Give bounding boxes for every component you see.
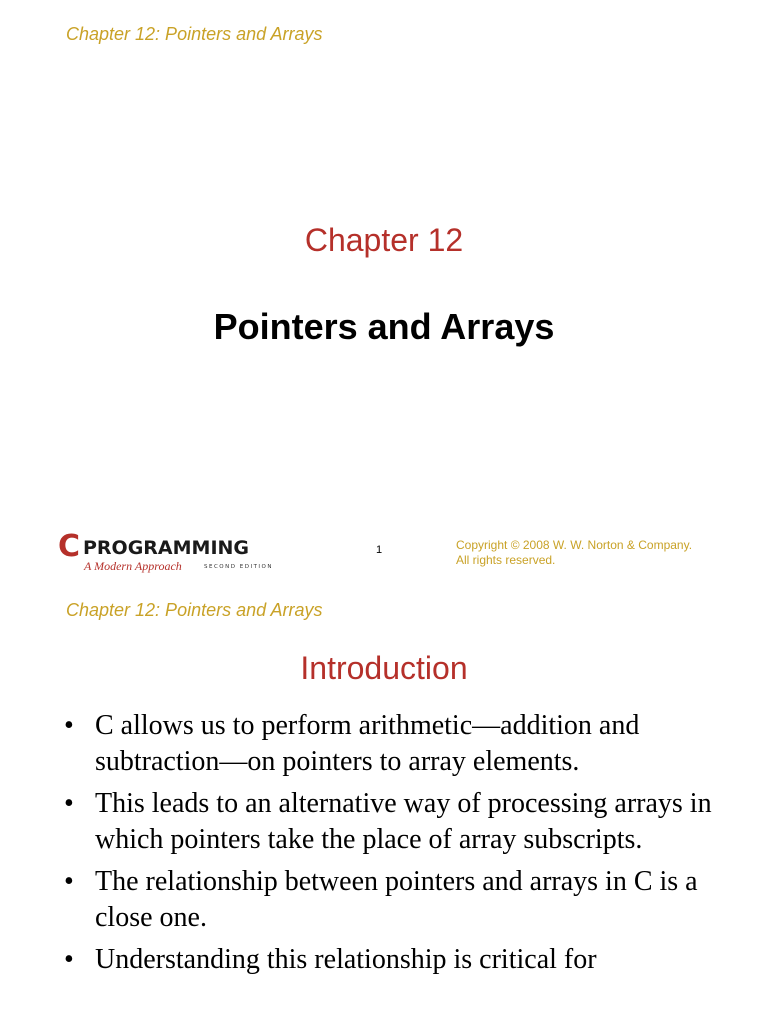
- bullet-icon: •: [64, 710, 74, 741]
- bullet-text: Understanding this relationship is critical for: [95, 944, 597, 975]
- bullet-item: [64, 942, 714, 978]
- c-programming-logo: [58, 529, 288, 578]
- copyright-notice: [456, 538, 746, 568]
- logo-letter: C: [58, 529, 81, 564]
- section-title: Introduction: [300, 650, 468, 686]
- logo-edition: SECOND EDITION: [204, 564, 273, 570]
- slide-2: [0, 576, 768, 1024]
- bullet-text: The relationship between pointers and arrays in C is a close one.: [95, 866, 698, 933]
- bullet-list: [64, 708, 714, 984]
- slide-header: Chapter 12: Pointers and Arrays: [66, 600, 323, 620]
- copyright-line-1: Copyright © 2008 W. W. Norton & Company.: [456, 538, 693, 552]
- chapter-title: Pointers and Arrays: [213, 306, 555, 347]
- bullet-item: [64, 864, 714, 936]
- chapter-label: Chapter 12: [304, 222, 464, 258]
- bullet-icon: •: [64, 944, 74, 975]
- bullet-item: [64, 786, 714, 858]
- copyright-line-2: All rights reserved.: [456, 553, 556, 567]
- bullet-icon: •: [64, 866, 74, 897]
- bullet-item: [64, 708, 714, 780]
- page-number: 1: [376, 544, 383, 556]
- logo-subtitle: A Modern Approach: [84, 559, 182, 573]
- slide-header: Chapter 12: Pointers and Arrays: [66, 24, 323, 44]
- bullet-icon: •: [64, 788, 74, 819]
- bullet-text: C allows us to perform arithmetic—addition and subtraction—on pointers to array elements.: [95, 710, 640, 777]
- bullet-text: This leads to an alternative way of processing arrays in which pointers take the place of array subscripts.: [95, 788, 712, 855]
- logo-word: PROGRAMMING: [83, 537, 250, 559]
